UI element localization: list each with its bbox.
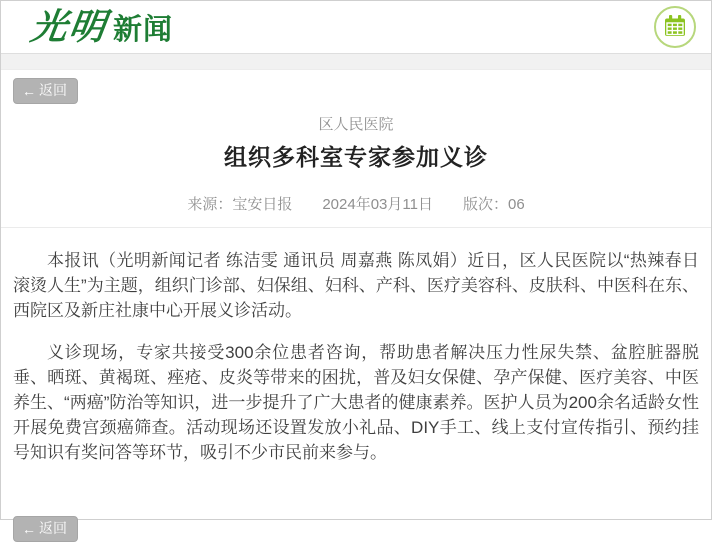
site-logo[interactable] (28, 6, 174, 47)
article-meta (13, 193, 699, 214)
back-button-top[interactable] (13, 78, 78, 104)
article-content (1, 70, 711, 542)
logo-script-text: 光明 (28, 6, 110, 47)
back-button-label: 返回 (39, 82, 67, 98)
article-title: 组织多科室专家参加义诊 (224, 144, 488, 170)
article-header (13, 113, 699, 214)
meta-source: 来源：宝安日报 (187, 196, 293, 213)
back-arrow-icon: ← (22, 82, 36, 99)
article-department: 区人民医院 (318, 116, 394, 133)
calendar-button[interactable] (653, 5, 697, 49)
site-header (1, 1, 711, 53)
back-button-label: 返回 (39, 520, 67, 536)
back-arrow-icon: ← (22, 520, 36, 537)
paragraph-2: 义诊现场，专家共接受300余位患者咨询，帮助患者解决压力性尿失禁、盆腔脏器脱垂、晒斑、黄褐斑、痤疮、皮炎等带来的困扰，普及妇女保健、孕产保健、医疗美容、中医养生、“两癌”防治等知识，进一步提升了广大患者的健康素养。医护人员为200余名适龄女性开展免费宫颈癌筛查。活动现场还设置发放小礼品、DIY手工、线上支付宣传指引、预约挂号知识有奖问答等环节，吸引不少市民前来参与。 (13, 343, 699, 462)
header-divider-strip (1, 53, 711, 70)
meta-divider (1, 227, 711, 228)
logo-bold-text: 新闻 (113, 14, 174, 46)
back-button-bottom[interactable] (13, 516, 78, 542)
paragraph-1: 本报讯（光明新闻记者 练洁雯 通讯员 周嘉燕 陈凤娟）近日，区人民医院以“热辣春日 滚烫人生”为主题，组织门诊部、妇保组、妇科、产科、医疗美容科、皮肤科、中医科在东、西院区及新庄社康中心开展义诊活动。 (13, 251, 699, 320)
article-body (13, 248, 699, 465)
meta-date: 2024年03月11日 (322, 196, 433, 213)
meta-edition: 版次：06 (462, 196, 525, 213)
calendar-icon (653, 5, 697, 49)
